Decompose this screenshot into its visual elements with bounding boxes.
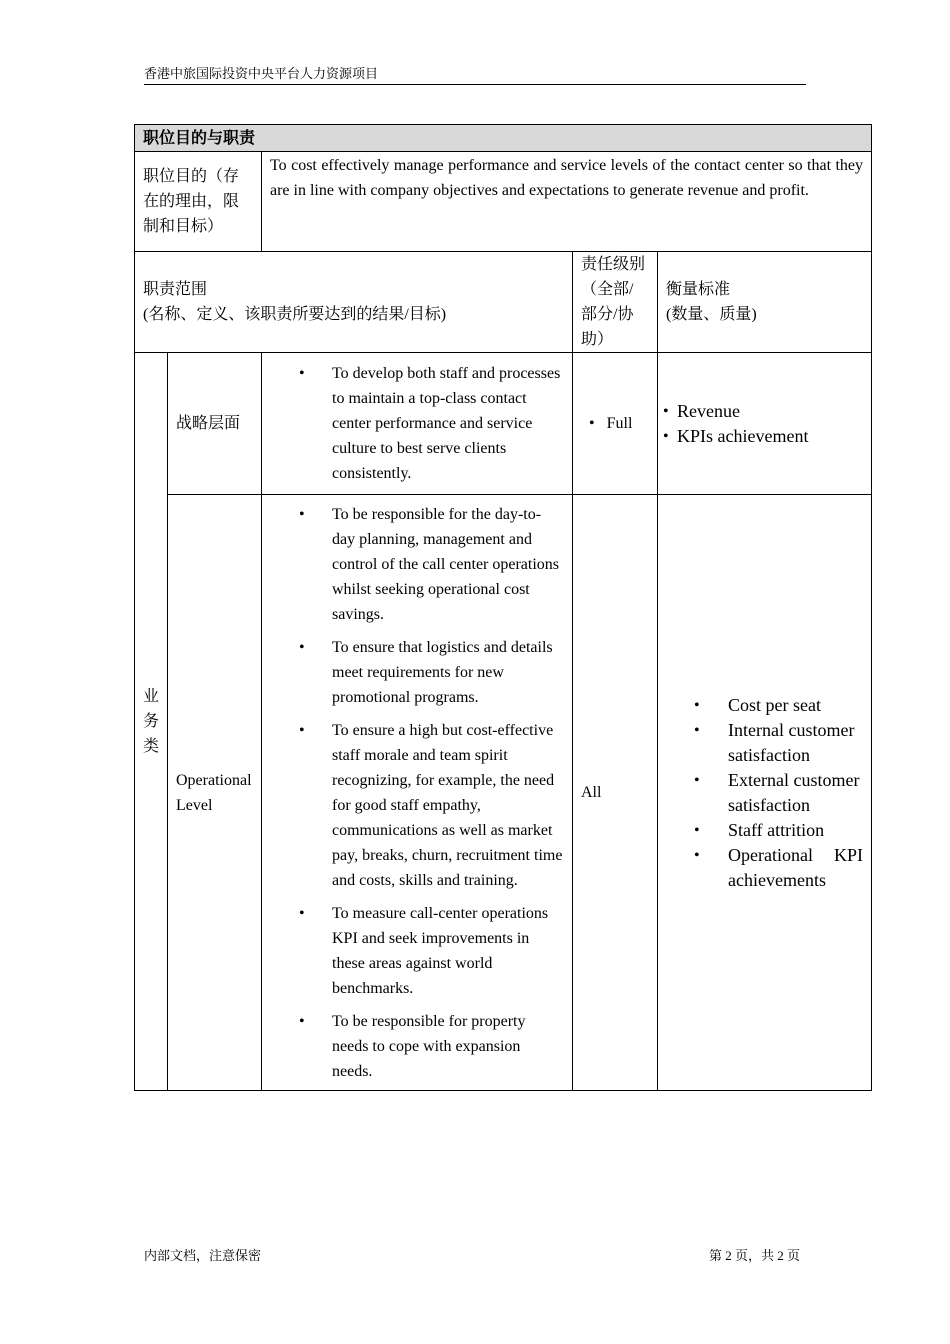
list-item: • Internal customer satisfaction	[666, 718, 863, 768]
measure-title: 衡量标准	[666, 281, 731, 298]
list-item: • To measure call-center operations KPI and seek improvements in these areas against world benchmarks.	[270, 901, 564, 1001]
level-header: 责任级别（全部/部分/协助）	[573, 252, 658, 353]
list-item: • Cost per seat	[666, 693, 863, 718]
page-header	[144, 66, 806, 85]
purpose-label: 职位目的（存在的理由，限制和目标）	[135, 152, 262, 252]
area-cell: 战略层面	[168, 353, 262, 495]
measure-cell	[658, 353, 872, 495]
section-title: 职位目的与职责	[135, 125, 872, 152]
category-cell	[135, 353, 168, 1091]
measure-header	[658, 252, 872, 353]
measure-cell	[658, 495, 872, 1091]
measure-last-line	[728, 843, 863, 868]
table-row	[135, 495, 872, 1091]
measure-list	[666, 399, 863, 449]
table-row	[135, 353, 872, 495]
task-list	[270, 502, 564, 1084]
list-item: • To develop both staff and processes to maintain a top-class contact center performance and service culture to best serve clients consistently.	[270, 361, 564, 486]
area-cell: Operational Level	[168, 495, 262, 1091]
tasks-cell	[262, 495, 573, 1091]
list-item: • To be responsible for the day-to-day planning, management and control of the call center operations whilst seeking operational cost savings.	[270, 502, 564, 627]
list-item: • Revenue	[666, 399, 863, 424]
project-title: 香港中旅国际投资中央平台人力资源项目	[144, 66, 379, 81]
section-header-row	[135, 125, 872, 152]
list-item	[666, 843, 863, 893]
measure-last-word-b: KPI	[834, 844, 864, 865]
footer-page-number: 第 2 页，共 2 页	[709, 1248, 801, 1263]
scope-header	[135, 252, 573, 353]
column-header-row	[135, 252, 872, 353]
level-cell: All	[573, 495, 658, 1091]
purpose-row	[135, 152, 872, 252]
scope-title: 职责范围	[143, 281, 208, 298]
list-item: • To ensure a high but cost-effective staff morale and team spirit recognizing, for example, the need for good staff empathy, communications as well as market pay, breaks, churn, recruitment time and costs, skills and training.	[270, 718, 564, 893]
list-item: • To be responsible for property needs to cope with expansion needs.	[270, 1009, 564, 1084]
list-item: • To ensure that logistics and details meet requirements for new promotional programs.	[270, 635, 564, 710]
measure-subtitle: (数量、质量)	[666, 306, 757, 323]
measure-last-word-c: achievements	[728, 869, 826, 890]
tasks-cell	[262, 353, 573, 495]
purpose-text: To cost effectively manage performance and service levels of the contact center so that they are in line with company objectives and expectations to generate revenue and profit.	[262, 152, 872, 252]
task-list	[270, 361, 564, 486]
scope-subtitle: (名称、定义、该职责所要达到的结果/目标)	[143, 306, 447, 323]
category-label: 业务类	[142, 688, 159, 755]
level-cell	[573, 353, 658, 495]
measure-list	[666, 693, 863, 893]
job-responsibility-table	[134, 124, 872, 1091]
measure-last-word-a: • Operational	[728, 844, 813, 865]
list-item: • KPIs achievement	[666, 424, 863, 449]
level-value: • Full	[581, 415, 632, 432]
list-item: • Staff attrition	[666, 818, 863, 843]
list-item: • External customer satisfaction	[666, 768, 863, 818]
footer-confidential: 内部文档，注意保密	[144, 1248, 262, 1263]
